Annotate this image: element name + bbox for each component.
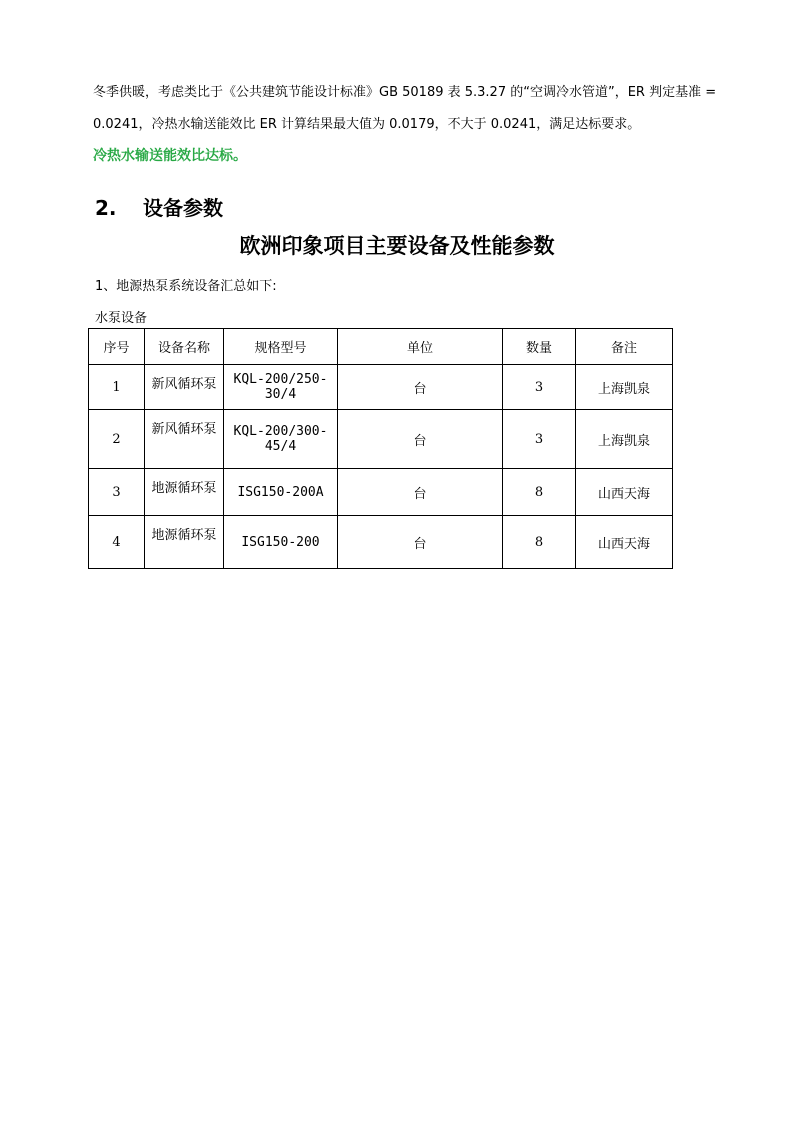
section-number: 2. xyxy=(95,196,117,220)
table-row xyxy=(89,365,673,410)
cell-name: 地源循环泵 xyxy=(145,469,224,516)
cell-model: KQL-200/300-45/4 xyxy=(224,410,338,469)
table-header-row xyxy=(89,329,673,365)
cell-remark: 山西天海 xyxy=(576,516,673,569)
header-name: 设备名称 xyxy=(145,329,224,365)
header-remark: 备注 xyxy=(576,329,673,365)
cell-remark: 上海凯泉 xyxy=(576,365,673,410)
header-quantity: 数量 xyxy=(503,329,576,365)
cell-quantity: 8 xyxy=(503,516,576,569)
cell-name: 地源循环泵 xyxy=(145,516,224,569)
document-title: 欧洲印象项目主要设备及性能参数 xyxy=(239,233,555,258)
intro-text: 1、地源热泵系统设备汇总如下: xyxy=(95,279,277,294)
header-model: 规格型号 xyxy=(224,329,338,365)
cell-unit: 台 xyxy=(338,365,503,410)
table-caption: 水泵设备 xyxy=(95,311,148,326)
cell-index: 3 xyxy=(89,469,145,516)
equipment-table xyxy=(88,328,673,569)
cell-index: 4 xyxy=(89,516,145,569)
table-row xyxy=(89,516,673,569)
section-heading xyxy=(95,192,223,221)
cell-quantity: 3 xyxy=(503,410,576,469)
paragraph-line-2: 0.0241，冷热水输送能效比 ER 计算结果最大值为 0.0179，不大于 0.0241，满足达标要求。 xyxy=(93,117,641,132)
paragraph-line-1: 冬季供暖，考虑类比于《公共建筑节能设计标准》GB 50189 表 5.3.27 的“空调冷水管道”，ER 判定基准 = xyxy=(93,85,717,100)
conclusion-highlight: 冷热水输送能效比达标。 xyxy=(93,148,247,164)
cell-remark: 山西天海 xyxy=(576,469,673,516)
section-title: 设备参数 xyxy=(143,196,223,220)
table-row xyxy=(89,410,673,469)
cell-unit: 台 xyxy=(338,410,503,469)
cell-unit: 台 xyxy=(338,469,503,516)
cell-index: 1 xyxy=(89,365,145,410)
header-index: 序号 xyxy=(89,329,145,365)
cell-name: 新风循环泵 xyxy=(145,365,224,410)
header-unit: 单位 xyxy=(338,329,503,365)
cell-model: KQL-200/250-30/4 xyxy=(224,365,338,410)
cell-index: 2 xyxy=(89,410,145,469)
cell-quantity: 8 xyxy=(503,469,576,516)
cell-model: ISG150-200A xyxy=(224,469,338,516)
cell-model: ISG150-200 xyxy=(224,516,338,569)
cell-unit: 台 xyxy=(338,516,503,569)
cell-quantity: 3 xyxy=(503,365,576,410)
cell-name: 新风循环泵 xyxy=(145,410,224,469)
cell-remark: 上海凯泉 xyxy=(576,410,673,469)
table-row xyxy=(89,469,673,516)
